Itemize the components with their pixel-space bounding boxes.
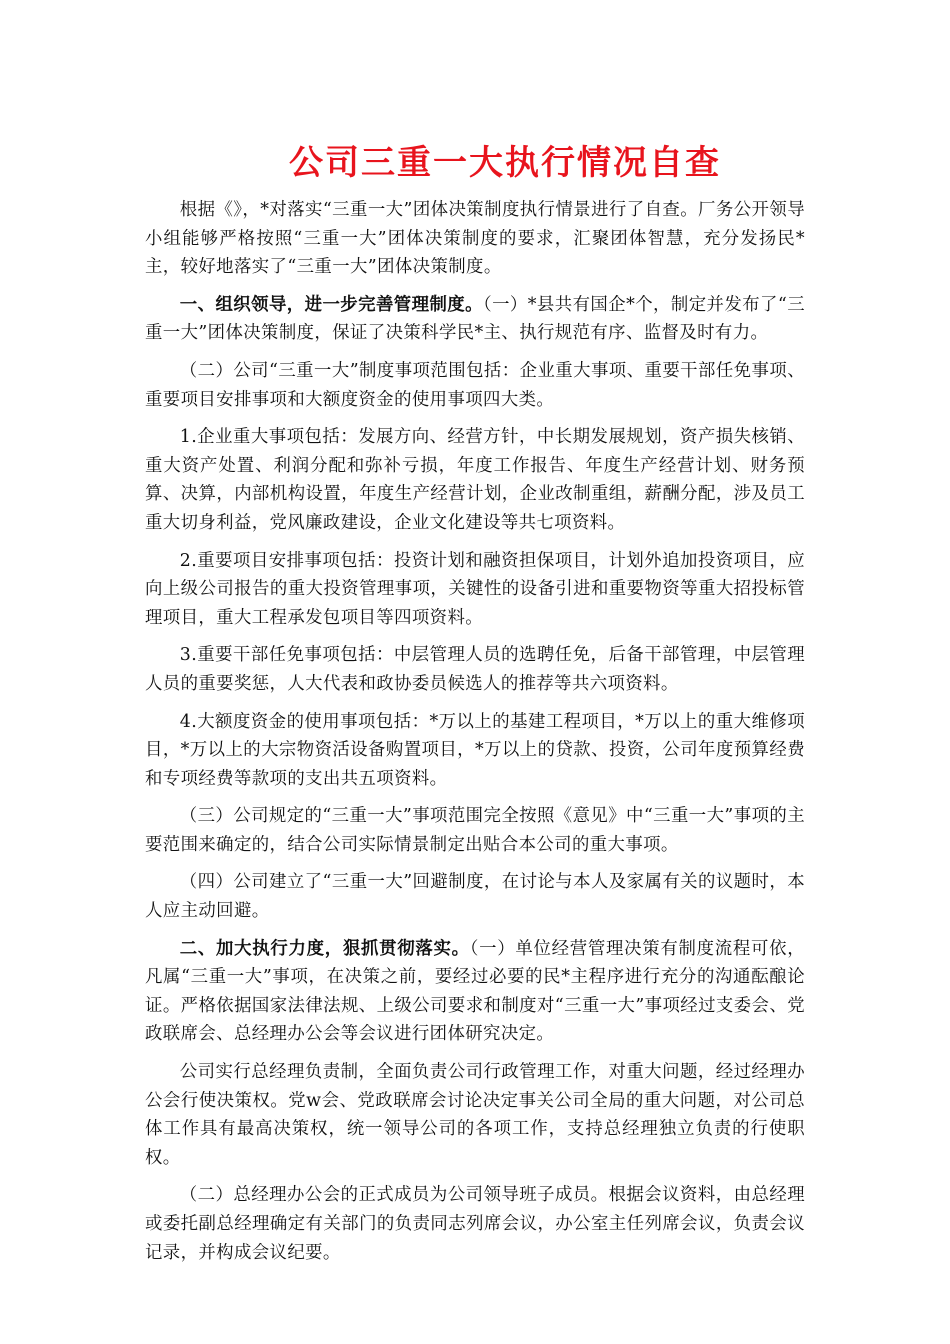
paragraph-text: 1.企业重大事项包括：发展方向、经营方针，中长期发展规划，资产损失核销、重大资产处置、利润分配和弥补亏损，年度工作报告、年度生产经营计划、财务预算、决算，内部机构设置，年度生产经营计划，企业改制重组，薪酬分配，涉及员工重大切身利益，党风廉政建设，企业文化建设等共七项资料。: [145, 427, 805, 533]
paragraph-text: 公司实行总经理负责制，全面负责公司行政管理工作，对重大问题，经过经理办公会行使决策权。党w会、党政联席会讨论决定事关公司全局的重大问题，对公司总体工作具有最高决策权，统一领导公司的各项工作，支持总经理独立负责的行使职权。: [145, 1062, 805, 1168]
paragraph-text: 4.大额度资金的使用事项包括：*万以上的基建工程项目，*万以上的重大维修项目，*万以上的大宗物资活设备购置项目，*万以上的贷款、投资，公司年度预算经费和专项经费等款项的支出共五项资料。: [145, 711, 805, 789]
paragraph-4: [145, 423, 805, 537]
document-page: [145, 0, 805, 1276]
document-title: 公司三重一大执行情况自查: [289, 143, 721, 183]
paragraph-7: [145, 708, 805, 794]
paragraph-text: （四）公司建立了“三重一大”回避制度，在讨论与本人及家属有关的议题时，本人应主动回避。: [145, 872, 805, 922]
paragraph-text: （三）公司规定的“三重一大”事项范围完全按照《意见》中“三重一大”事项的主要范围来确定的，结合公司实际情景制定出贴合本公司的重大事项。: [145, 806, 805, 855]
paragraph-text: （一）*县共有国企*个，制定并发布了“三重一大”团体决策制度，保证了决策科学民*主、执行规范有序、监督及时有力。: [145, 294, 805, 344]
paragraph-6: [145, 641, 805, 698]
paragraph-9: [145, 868, 805, 925]
paragraph-10: [145, 935, 805, 1049]
section-heading-2: 二、加大执行力度，狠抓贯彻落实。: [179, 938, 470, 959]
paragraph-2: [145, 291, 805, 348]
section-heading-1: 一、组织领导，进一步完善管理制度。: [179, 294, 483, 315]
paragraph-1: [145, 196, 805, 282]
paragraph-3: [145, 357, 805, 414]
paragraph-12: [145, 1181, 805, 1267]
paragraph-text: （一）单位经营管理决策有制度流程可依，凡属“三重一大”事项，在决策之前，要经过必要的民*主程序进行充分的沟通酝酿论证。严格依据国家法律法规、上级公司要求和制度对“三重一大”事项经过支委会、党政联席会、总经理办公会等会议进行团体研究决定。: [145, 938, 805, 1045]
paragraph-5: [145, 547, 805, 633]
document-body: [145, 196, 805, 1267]
paragraph-text: （二）总经理办公会的正式成员为公司领导班子成员。根据会议资料，由总经理或委托副总经理确定有关部门的负责同志列席会议，办公室主任列席会议，负责会议记录，并构成会议纪要。: [145, 1185, 805, 1263]
paragraph-text: 2.重要项目安排事项包括：投资计划和融资担保项目，计划外追加投资项目，应向上级公司报告的重大投资管理事项，关键性的设备引进和重要物资等重大招投标管理项目，重大工程承发包项目等四项资料。: [145, 550, 805, 628]
paragraph-8: [145, 802, 805, 859]
paragraph-text: （二）公司“三重一大”制度事项范围包括：企业重大事项、重要干部任免事项、重要项目安排事项和大额度资金的使用事项四大类。: [145, 360, 805, 410]
paragraph-text: 3.重要干部任免事项包括：中层管理人员的选聘任免，后备干部管理，中层管理人员的重要奖惩，人大代表和政协委员候选人的推荐等共六项资料。: [145, 645, 805, 694]
paragraph-11: [145, 1058, 805, 1172]
paragraph-text: 根据《》，*对落实“三重一大”团体决策制度执行情景进行了自查。厂务公开领导小组能够严格按照“三重一大”团体决策制度的要求，汇聚团体智慧，充分发扬民*主，较好地落实了“三重一大”团体决策制度。: [145, 200, 805, 278]
